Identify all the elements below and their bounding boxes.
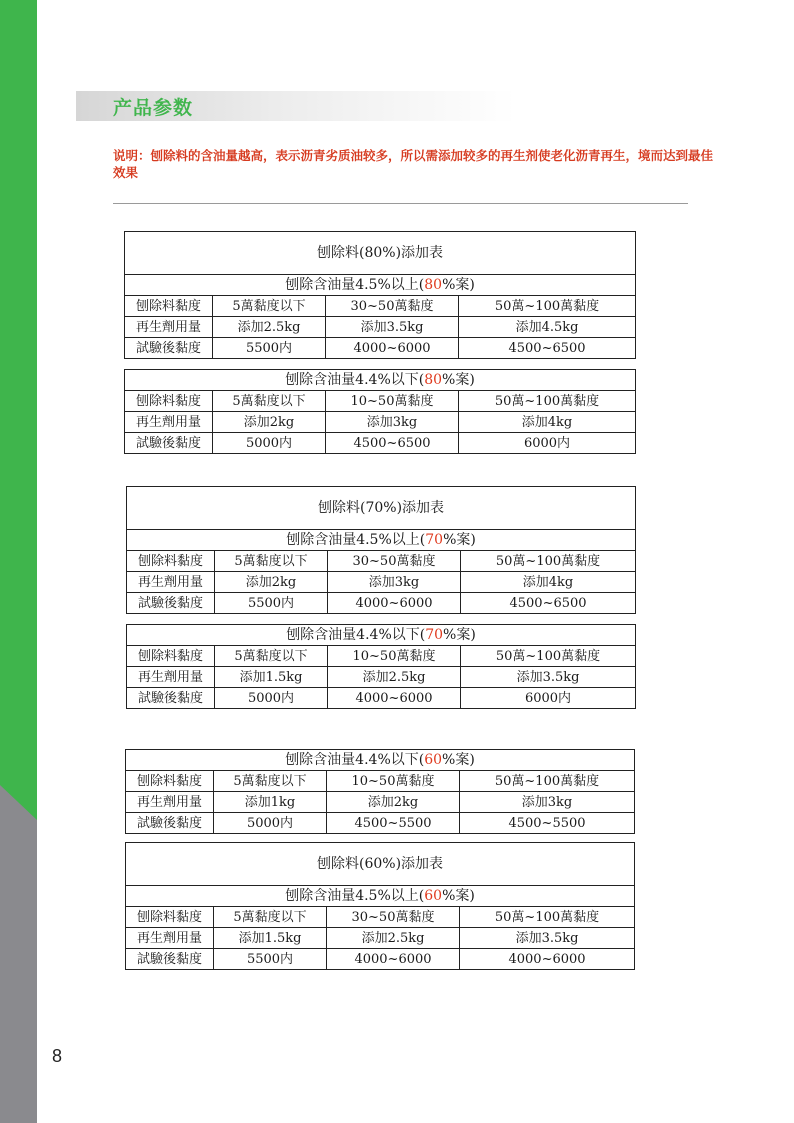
table-cell: 刨除料黏度 (125, 296, 213, 317)
page-number: 8 (52, 1046, 63, 1066)
table-cell: 添加4kg (459, 412, 636, 433)
table-cell: 再生劑用量 (127, 572, 215, 593)
table-cell: 添加4kg (461, 572, 636, 593)
table-cell: 6000内 (459, 433, 636, 454)
table-cell: 試驗後黏度 (126, 949, 214, 970)
table-cell: 10~50萬黏度 (326, 391, 459, 412)
table-cell: 再生劑用量 (125, 412, 213, 433)
table-cell: 4500~6500 (461, 593, 636, 614)
table-cell: 添加3kg (328, 572, 461, 593)
table-80-part-a (124, 231, 636, 359)
table-row (126, 949, 635, 970)
table-cell: 添加1kg (214, 792, 327, 813)
table-cell: 50萬~100萬黏度 (460, 771, 635, 792)
table-cell: 添加2kg (327, 792, 460, 813)
table-cell: 4000~6000 (460, 949, 635, 970)
table-cell: 5000内 (213, 433, 326, 454)
table-cell: 5500内 (215, 593, 328, 614)
table-cell: 5萬黏度以下 (213, 391, 326, 412)
table-cell: 添加3.5kg (461, 667, 636, 688)
divider (113, 203, 688, 204)
table-cell: 50萬~100萬黏度 (460, 907, 635, 928)
table-row (125, 338, 636, 359)
table-cell: 添加3.5kg (460, 928, 635, 949)
table-header-row (127, 551, 636, 572)
table-cell: 添加1.5kg (214, 928, 327, 949)
table-cell: 再生劑用量 (126, 928, 214, 949)
table-cell: 4000~6000 (326, 338, 459, 359)
table-title: 刨除料(70%)添加表 (127, 487, 636, 530)
table-cell: 5000内 (215, 688, 328, 709)
table-header-row (126, 907, 635, 928)
table-cell: 試驗後黏度 (126, 813, 214, 834)
table-header-row (127, 646, 636, 667)
table-cell: 5500内 (213, 338, 326, 359)
table-cell: 30~50萬黏度 (327, 907, 460, 928)
table-cell: 再生劑用量 (126, 792, 214, 813)
table-cell: 刨除料黏度 (127, 646, 215, 667)
table-80-part-b (124, 369, 636, 454)
table-cell: 添加2.5kg (213, 317, 326, 338)
table-cell: 添加3kg (326, 412, 459, 433)
table-cell: 5000内 (214, 813, 327, 834)
table-row (125, 433, 636, 454)
table-cell: 試驗後黏度 (127, 688, 215, 709)
table-row (126, 928, 635, 949)
table-cell: 再生劑用量 (127, 667, 215, 688)
table-cell: 刨除料黏度 (127, 551, 215, 572)
table-cell: 添加4.5kg (459, 317, 636, 338)
table-cell: 4000~6000 (327, 949, 460, 970)
table-header-row (125, 296, 636, 317)
table-cell: 5萬黏度以下 (215, 551, 328, 572)
table-cell: 添加2kg (213, 412, 326, 433)
table-cell: 5萬黏度以下 (213, 296, 326, 317)
table-cell: 50萬~100萬黏度 (459, 391, 636, 412)
table-cell: 4500~6500 (459, 338, 636, 359)
table-cell: 5萬黏度以下 (214, 771, 327, 792)
table-cell: 添加2.5kg (327, 928, 460, 949)
table-cell: 50萬~100萬黏度 (461, 646, 636, 667)
table-cell: 5500内 (214, 949, 327, 970)
section-title: 产品参数 (113, 97, 194, 119)
sidebar-decoration (0, 0, 37, 1123)
table-cell: 10~50萬黏度 (327, 771, 460, 792)
sidebar-green-band (0, 0, 37, 820)
table-cell: 10~50萬黏度 (328, 646, 461, 667)
table-subtitle: 刨除含油量4.5%以上(70%案) (127, 530, 636, 551)
table-header-row (125, 391, 636, 412)
table-cell: 添加3kg (460, 792, 635, 813)
table-cell: 試驗後黏度 (125, 338, 213, 359)
table-header-row (126, 771, 635, 792)
table-60-part-b (125, 749, 635, 834)
table-cell: 刨除料黏度 (126, 771, 214, 792)
table-title: 刨除料(60%)添加表 (126, 843, 635, 886)
table-cell: 30~50萬黏度 (328, 551, 461, 572)
table-subtitle: 刨除含油量4.4%以下(60%案) (126, 750, 635, 771)
table-row (125, 317, 636, 338)
description-text: 说明：刨除料的含油量越高，表示沥青劣质油较多，所以需添加较多的再生剂使老化沥青再生，境而达到最佳效果 (113, 148, 714, 180)
table-cell: 刨除料黏度 (125, 391, 213, 412)
table-cell: 30~50萬黏度 (326, 296, 459, 317)
table-row (126, 813, 635, 834)
table-cell: 4500~5500 (327, 813, 460, 834)
table-subtitle: 刨除含油量4.5%以上(60%案) (126, 886, 635, 907)
table-cell: 添加3.5kg (326, 317, 459, 338)
table-cell: 5萬黏度以下 (215, 646, 328, 667)
table-cell: 4500~6500 (326, 433, 459, 454)
table-cell: 5萬黏度以下 (214, 907, 327, 928)
table-row (127, 688, 636, 709)
table-cell: 添加2.5kg (328, 667, 461, 688)
table-cell: 試驗後黏度 (127, 593, 215, 614)
table-row (127, 593, 636, 614)
table-cell: 刨除料黏度 (126, 907, 214, 928)
table-cell: 50萬~100萬黏度 (461, 551, 636, 572)
table-cell: 4500~5500 (460, 813, 635, 834)
table-70-part-a (126, 486, 636, 614)
table-row (126, 792, 635, 813)
table-cell: 50萬~100萬黏度 (459, 296, 636, 317)
table-cell: 4000~6000 (328, 593, 461, 614)
table-cell: 試驗後黏度 (125, 433, 213, 454)
table-title: 刨除料(80%)添加表 (125, 232, 636, 275)
table-subtitle: 刨除含油量4.5%以上(80%案) (125, 275, 636, 296)
table-row (127, 667, 636, 688)
table-cell: 再生劑用量 (125, 317, 213, 338)
table-row (125, 412, 636, 433)
table-70-part-b (126, 624, 636, 709)
table-subtitle: 刨除含油量4.4%以下(70%案) (127, 625, 636, 646)
sidebar-gray-band (0, 785, 37, 1123)
table-subtitle: 刨除含油量4.4%以下(80%案) (125, 370, 636, 391)
table-cell: 添加1.5kg (215, 667, 328, 688)
table-cell: 4000~6000 (328, 688, 461, 709)
table-cell: 6000内 (461, 688, 636, 709)
table-cell: 添加2kg (215, 572, 328, 593)
table-row (127, 572, 636, 593)
table-60-part-a (125, 842, 635, 970)
